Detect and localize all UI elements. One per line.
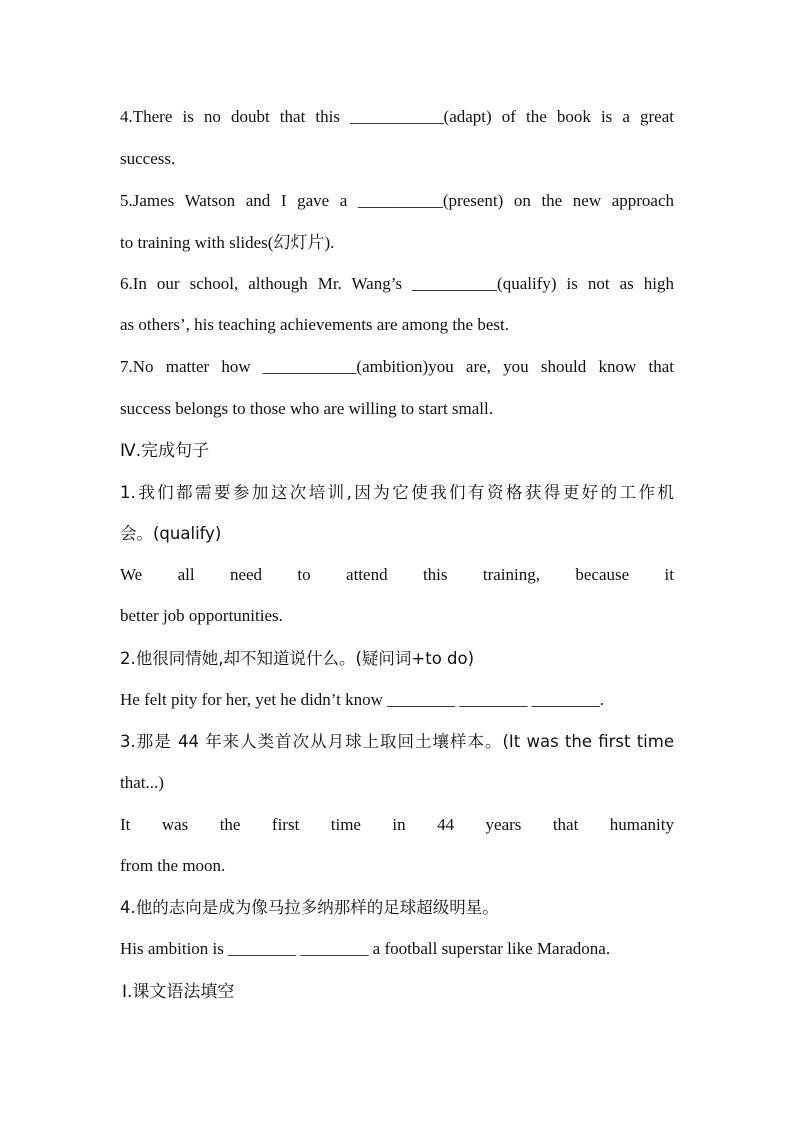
sentence-3-english-line-2: from the moon. bbox=[120, 856, 226, 875]
exercise-4-line-2: success. bbox=[120, 149, 176, 168]
exercise-6-line-1: 6.In our school, although Mr. Wang’s __________(qualify) is not as high bbox=[120, 274, 674, 293]
sentence-3-chinese-line-1: 3.那是 44 年来人类首次从月球上取回土壤样本。(It was the first time bbox=[120, 732, 674, 751]
sentence-3-english-line-1: It was the first time in 44 years that humanity bbox=[120, 815, 674, 834]
exercise-5-line-2: to training with slides(幻灯片). bbox=[120, 233, 335, 252]
section-iv-heading: Ⅳ.完成句子 bbox=[120, 441, 210, 461]
exercise-7-line-2: success belongs to those who are willing to start small. bbox=[120, 399, 493, 418]
sentence-1-english-line-1: We all need to attend this training, because it bbox=[120, 565, 674, 584]
sentence-4-chinese: 4.他的志向是成为像马拉多纳那样的足球超级明星。 bbox=[120, 898, 499, 917]
sentence-3-chinese-line-2: that...) bbox=[120, 773, 164, 792]
sentence-1-chinese-line-2: 会。(qualify) bbox=[120, 524, 222, 543]
sentence-1-chinese-line-1: 1.我们都需要参加这次培训,因为它使我们有资格获得更好的工作机 bbox=[120, 483, 674, 502]
sentence-4-english: His ambition is ________ ________ a football superstar like Maradona. bbox=[120, 939, 611, 958]
sentence-2-english: He felt pity for her, yet he didn’t know ________ ________ ________. bbox=[120, 690, 604, 709]
section-i-heading: Ⅰ.课文语法填空 bbox=[122, 982, 235, 1002]
exercise-6-line-2: as others’, his teaching achievements are among the best. bbox=[120, 315, 509, 334]
exercise-5-line-1: 5.James Watson and I gave a __________(present) on the new approach bbox=[120, 191, 674, 210]
exercise-7-line-1: 7.No matter how ___________(ambition)you are, you should know that bbox=[120, 357, 674, 376]
sentence-1-english-line-2: better job opportunities. bbox=[120, 606, 283, 625]
exercise-4-line-1: 4.There is no doubt that this ___________(adapt) of the book is a great bbox=[120, 107, 674, 126]
sentence-2-chinese: 2.他很同情她,却不知道说什么。(疑问词+to do) bbox=[120, 649, 475, 668]
